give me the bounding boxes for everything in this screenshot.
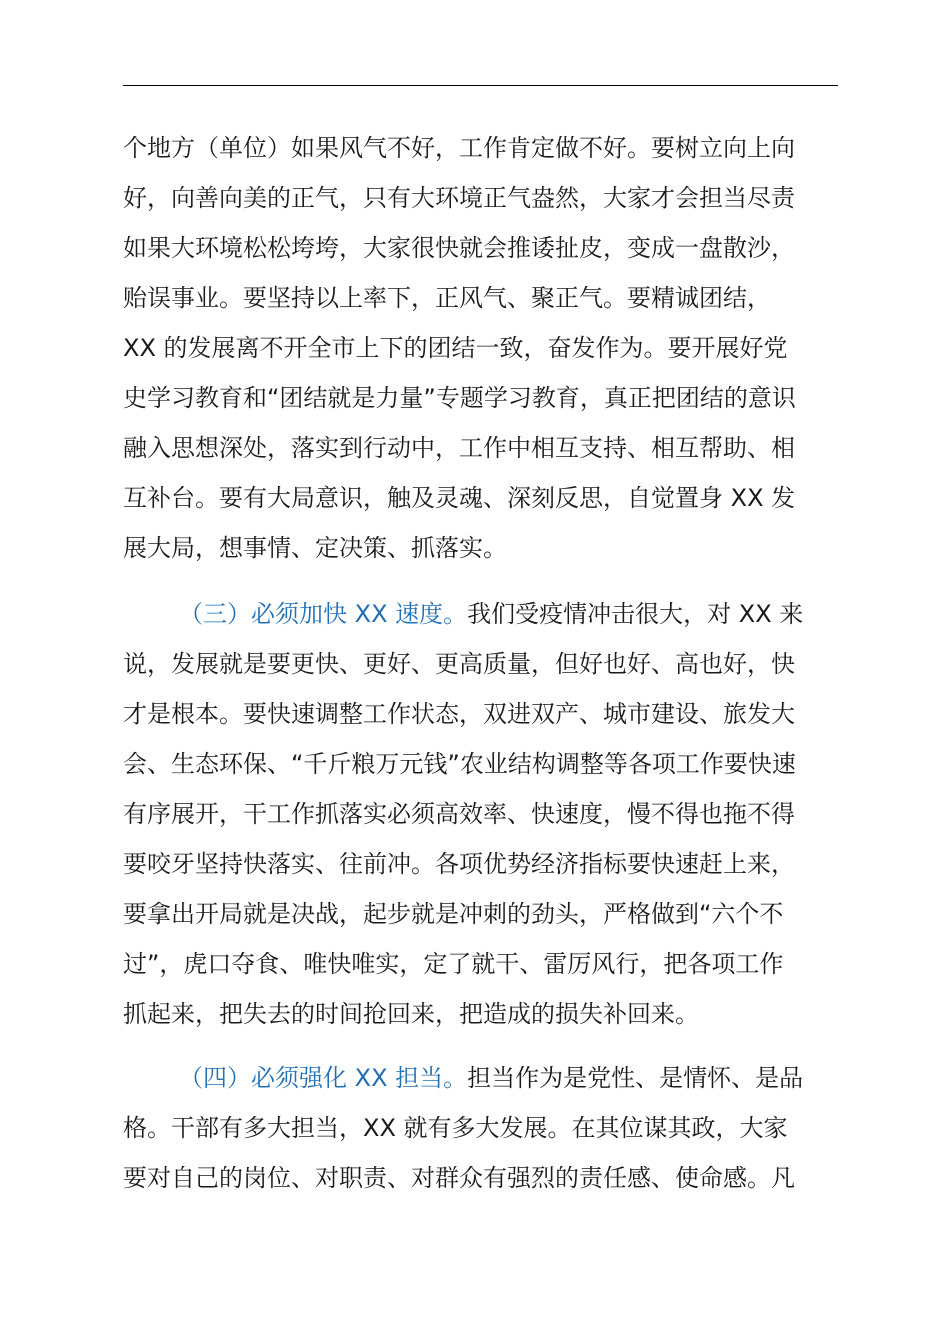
paragraph-first-line <box>123 589 841 639</box>
text-line: 说，发展就是要更快、更好、更高质量，但好也好、高也好，快 <box>123 650 795 678</box>
text-line: 要拿出开局就是决战，起步就是冲刺的劲头，严格做到“六个不 <box>123 900 784 928</box>
text-line: 有序展开，干工作抓落实必须高效率、快速度，慢不得也拖不得 <box>123 800 795 828</box>
text-line: 会、生态环保、“千斤粮万元钱”农业结构调整等各项工作要快速 <box>123 750 796 778</box>
section-heading: （三）必须加快 XX 速度。 <box>179 600 468 628</box>
text-line: 格。干部有多大担当，XX 就有多大发展。在其位谋其政，大家 <box>123 1114 788 1142</box>
section-heading: （四）必须强化 XX 担当。 <box>179 1064 468 1092</box>
text-run: 担当作为是党性、是情怀、是品 <box>467 1064 804 1092</box>
text-line: 个地方（单位）如果风气不好，工作肯定做不好。要树立向上向 <box>123 134 795 162</box>
paragraph-responsibility <box>123 1053 841 1203</box>
text-line: 展大局，想事情、定决策、抓落实。 <box>123 534 507 562</box>
text-line: 过”，虎口夺食、唯快唯实，定了就干、雷厉风行，把各项工作 <box>123 950 784 978</box>
paragraph-first-line <box>123 1053 841 1103</box>
header-rule <box>123 85 838 86</box>
text-line: 要咬牙坚持快落实、往前冲。各项优势经济指标要快速赶上来， <box>123 850 795 878</box>
text-run: 我们受疫情冲击很大，对 XX 来 <box>467 600 804 628</box>
text-line: 好，向善向美的正气，只有大环境正气盎然，大家才会担当尽责 <box>123 184 795 212</box>
text-line: 才是根本。要快速调整工作状态，双进双产、城市建设、旅发大 <box>123 700 795 728</box>
text-line: 抓起来，把失去的时间抢回来，把造成的损失补回来。 <box>123 1000 699 1028</box>
text-line: XX 的发展离不开全市上下的团结一致，奋发作为。要开展好党 <box>123 334 788 362</box>
text-line: 贻误事业。要坚持以上率下，正风气、聚正气。要精诚团结， <box>123 284 771 312</box>
paragraph-continuation <box>123 123 841 573</box>
text-line: 史学习教育和“团结就是力量”专题学习教育，真正把团结的意识 <box>123 384 796 412</box>
text-line: 融入思想深处，落实到行动中，工作中相互支持、相互帮助、相 <box>123 434 795 462</box>
text-line: 要对自己的岗位、对职责、对群众有强烈的责任感、使命感。凡 <box>123 1164 795 1192</box>
text-line: 如果大环境松松垮垮，大家很快就会推诿扯皮，变成一盘散沙， <box>123 234 795 262</box>
text-line: 互补台。要有大局意识，触及灵魂、深刻反思，自觉置身 XX 发 <box>123 484 796 512</box>
paragraph-speed <box>123 589 841 1039</box>
